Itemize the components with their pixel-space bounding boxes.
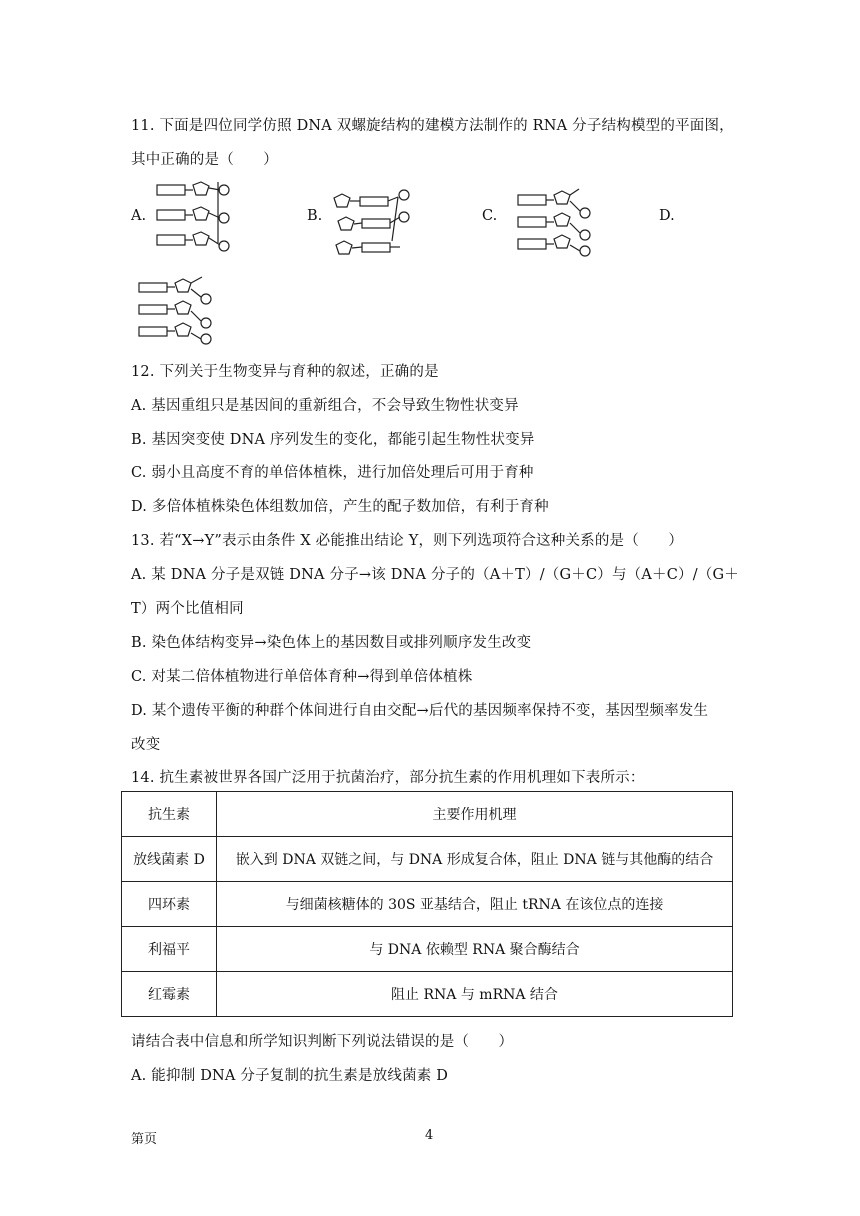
table-cell: 与 DNA 依赖型 RNA 聚合酶结合 (217, 927, 733, 972)
q14-question: 请结合表中信息和所学知识判断下列说法错误的是（ ） (131, 1034, 514, 1050)
table-row (122, 927, 733, 972)
table-cell: 嵌入到 DNA 双链之间，与 DNA 形成复合体，阻止 DNA 链与其他酶的结合 (217, 837, 733, 882)
table-cell: 四环素 (122, 882, 217, 927)
q12-option-c: C. 弱小且高度不育的单倍体植株，进行加倍处理后可用于育种 (131, 465, 534, 481)
q11-model-d (134, 273, 224, 348)
q13-stem: 13. 若“X→Y”表示由条件 X 必能推出结论 Y，则下列选项符合这种关系的是（ ） (131, 533, 684, 549)
antibiotic-table (121, 791, 733, 1017)
table-header-cell: 抗生素 (122, 792, 217, 837)
q11-stem-line2: 其中正确的是（ ） (131, 152, 278, 168)
q11-option-a-label: A. (131, 208, 147, 224)
footer-label: 第页 (131, 1132, 158, 1147)
q14-option-a: A. 能抑制 DNA 分子复制的抗生素是放线菌素 D (131, 1068, 449, 1084)
table-cell: 利福平 (122, 927, 217, 972)
table-row (122, 837, 733, 882)
table-cell: 红霉素 (122, 972, 217, 1017)
page-number: 4 (425, 1128, 434, 1143)
q11-model-b (328, 183, 418, 258)
q11-option-d-label: D. (659, 208, 675, 224)
q11-option-b-label: B. (307, 208, 323, 224)
q12-option-a: A. 基因重组只是基因间的重新组合，不会导致生物性状变异 (131, 398, 519, 414)
table-cell: 与细菌核糖体的 30S 亚基结合，阻止 tRNA 在该位点的连接 (217, 882, 733, 927)
q13-option-a-line1: A. 某 DNA 分子是双链 DNA 分子→该 DNA 分子的（A＋T）/（G＋C）与（A＋C）/（G＋ (131, 567, 739, 583)
q13-option-b: B. 染色体结构变异→染色体上的基因数目或排列顺序发生改变 (131, 635, 532, 651)
table-row (122, 882, 733, 927)
table-cell: 放线菌素 D (122, 837, 217, 882)
q12-option-b: B. 基因突变使 DNA 序列发生的变化，都能引起生物性状变异 (131, 432, 535, 448)
q14-stem: 14. 抗生素被世界各国广泛用于抗菌治疗，部分抗生素的作用机理如下表所示： (131, 770, 645, 786)
q13-option-d-line1: D. 某个遗传平衡的种群个体间进行自由交配→后代的基因频率保持不变，基因型频率发生 (131, 703, 709, 719)
table-row (122, 972, 733, 1017)
q12-option-d: D. 多倍体植株染色体组数加倍，产生的配子数加倍，有利于育种 (131, 499, 549, 515)
q11-option-c-label: C. (482, 208, 498, 224)
table-cell: 阻止 RNA 与 mRNA 结合 (217, 972, 733, 1017)
q13-option-c: C. 对某二倍体植物进行单倍体育种→得到单倍体植株 (131, 669, 473, 685)
table-header-cell: 主要作用机理 (217, 792, 733, 837)
q11-stem-line1: 11. 下面是四位同学仿照 DNA 双螺旋结构的建模方法制作的 RNA 分子结构模型的平面图， (131, 118, 734, 134)
q13-option-d-line2: 改变 (131, 737, 161, 753)
q12-stem: 12. 下列关于生物变异与育种的叙述，正确的是 (131, 364, 439, 380)
q11-model-a (152, 180, 242, 255)
table-header-row (122, 792, 733, 837)
q13-option-a-line2: T）两个比值相同 (131, 601, 244, 617)
q11-model-c (513, 183, 603, 258)
